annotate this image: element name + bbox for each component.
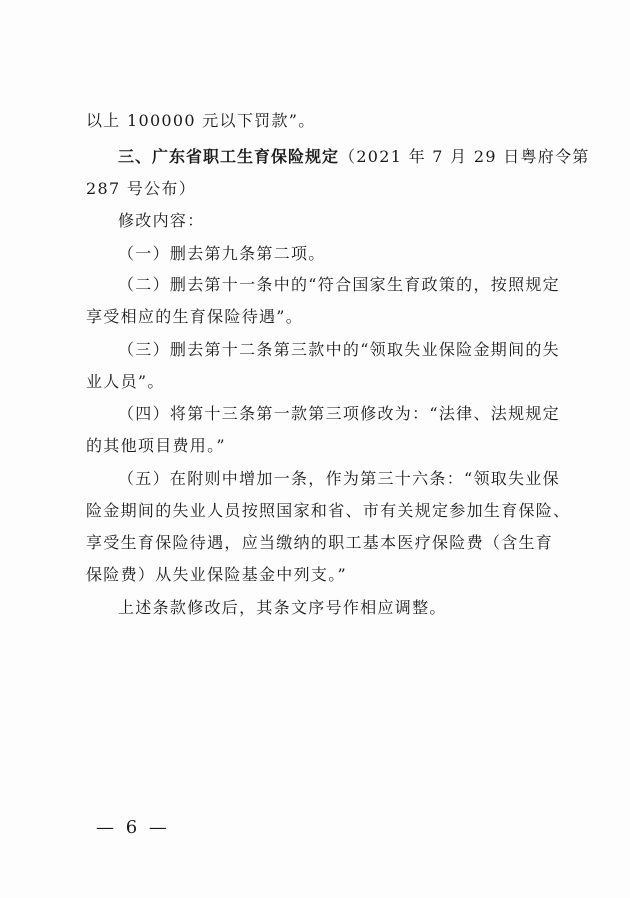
text-line: （三）删去第十二条第三款中的“领取失业保险金期间的失 [118, 340, 560, 359]
text-line: 287 号公布） [86, 179, 197, 198]
text-line: 以上 100000 元以下罚款”。 [86, 111, 316, 130]
text-line: 修改内容： [118, 211, 205, 230]
text-line: 险金期间的失业人员按照国家和省、市有关规定参加生育保险、 [86, 501, 571, 520]
text-line: （一）删去第九条第二项。 [118, 244, 326, 263]
text-line: 上述条款修改后，其条文序号作相应调整。 [118, 598, 447, 617]
text-line: 业人员”。 [86, 372, 165, 391]
text-line: （二）删去第十一条中的“符合国家生育政策的，按照规定 [118, 275, 560, 294]
text-line: （五）在附则中增加一条，作为第三十六条：“领取失业保 [118, 469, 560, 488]
regulation-title: 三、广东省职工生育保险规定 [118, 147, 340, 166]
section-heading [118, 146, 590, 168]
text-line: 的其他项目费用。” [86, 436, 226, 455]
page-number: — 6 — [96, 817, 170, 838]
text-line: 保险费）从失业保险基金中列支。” [86, 565, 347, 584]
text-line: 享受相应的生育保险待遇”。 [86, 307, 304, 326]
text-line: 享受生育保险待遇，应当缴纳的职工基本医疗保险费（含生育 [86, 533, 554, 552]
text-line: （四）将第十三条第一款第三项修改为：“法律、法规规定 [118, 404, 560, 423]
regulation-date: （2021 年 7 月 29 日粤府令第 [339, 147, 590, 166]
